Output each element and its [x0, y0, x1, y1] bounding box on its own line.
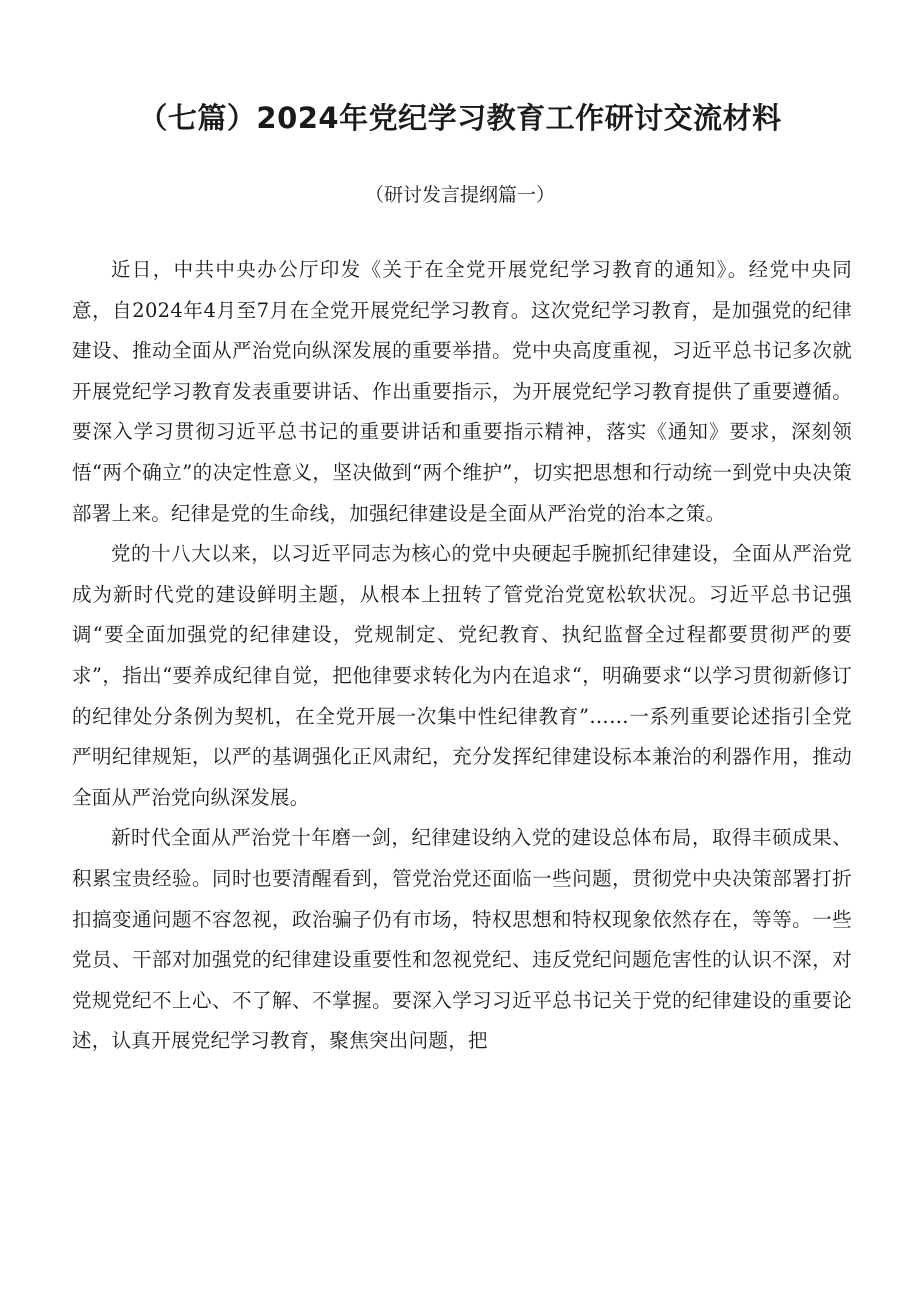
document-title: （七篇）2024年党纪学习教育工作研讨交流材料 [138, 101, 782, 135]
paragraph-3: 新时代全面从严治党十年磨一剑，纪律建设纳入党的建设总体布局，取得丰硕成果、积累宝贵经验。同时也要清醒看到，管党治党还面临一些问题，贯彻党中央决策部署打折扣搞变通问题不容忽视，政治骗子仍有市场，特权思想和特权现象依然存在，等等。一些党员、干部对加强党的纪律建设重要性和忽视党纪、违反党纪问题危害性的认识不深，对党规党纪不上心、不了解、不掌握。要深入学习习近平总书记关于党的纪律建设的重要论述，认真开展党纪学习教育，聚焦突出问题，把 [72, 826, 852, 1053]
paragraph-1: 近日，中共中央办公厅印发《关于在全党开展党纪学习教育的通知》。经党中央同意，自2024年4月至7月在全党开展党纪学习教育。这次党纪学习教育，是加强党的纪律建设、推动全面从严治党向纵深发展的重要举措。党中央高度重视，习近平总书记多次就开展党纪学习教育发表重要讲话、作出重要指示，为开展党纪学习教育提供了重要遵循。要深入学习贯彻习近平总书记的重要讲话和重要指示精神，落实《通知》要求，深刻领悟“两个确立”的决定性意义，坚决做到“两个维护”，切实把思想和行动统一到党中央决策部署上来。纪律是党的生命线，加强纪律建设是全面从严治党的治本之策。 [72, 258, 852, 525]
paragraph-2: 党的十八大以来，以习近平同志为核心的党中央硬起手腕抓纪律建设，全面从严治党成为新时代党的建设鲜明主题，从根本上扭转了管党治党宽松软状况。习近平总书记强调“要全面加强党的纪律建设，党规制定、党纪教育、执纪监督全过程都要贯彻严的要求”，指出“要养成纪律自觉，把他律要求转化为内在追求“，明确要求“以学习贯彻新修订的纪律处分条例为契机，在全党开展一次集中性纪律教育”……一系列重要论述指引全党严明纪律规矩，以严的基调强化正风肃纪，充分发挥纪律建设标本兼治的利器作用，推动全面从严治党向纵深发展。 [72, 542, 852, 809]
document-subtitle: （研讨发言提纲篇一） [364, 184, 555, 206]
document-body [72, 250, 852, 1062]
